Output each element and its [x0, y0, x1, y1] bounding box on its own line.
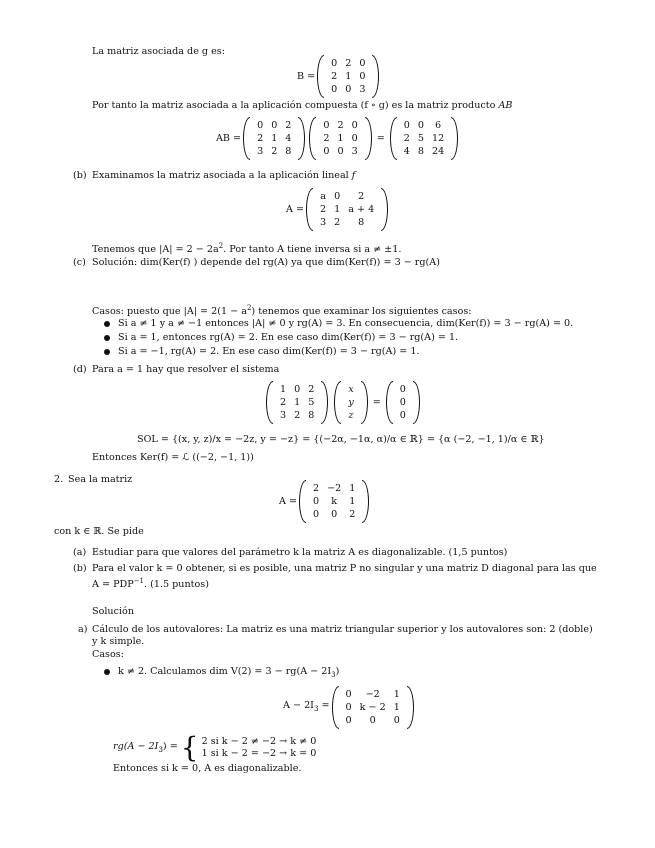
matrix-a2-equation	[279, 480, 371, 523]
matrix-b-label: B =	[297, 70, 316, 82]
part-d-label: (d)	[73, 364, 87, 375]
ab-label: AB =	[216, 132, 242, 144]
solucion-heading: Solución	[92, 606, 134, 617]
matrix-a1-label: A =	[286, 203, 305, 215]
matrix-a2: 2 −2 1 0 k 1 0 0 2	[299, 480, 369, 523]
bullet-k-case: k ≠ 2. Calculamos dim $V(2) = 3 - rg(A - 2I_3)$	[104, 666, 339, 681]
coefficient-matrix: 1 0 2 2 1 5 3 2 8	[266, 381, 328, 424]
matrix-a1-equation	[286, 188, 390, 231]
part-b-label: (b)	[73, 170, 87, 181]
matrix-b-equation	[297, 55, 381, 98]
variables-vector: x y z	[334, 381, 367, 424]
problem-2-text: Sea la matriz	[68, 474, 133, 485]
solution-set: SOL = {(x, y, z)/x = −2z, y = −z} = {(−2α, −1α, α)/α ∈ ℝ} = {α (−2, −1, 1)/α ∈ ℝ}	[137, 434, 545, 445]
determinant-text: Tenemos que $|A| = 2 - 2a^2$. Por tanto A tiene inversa si a ≠ ±1.	[92, 242, 402, 256]
item-b-text-2: $A = PDP^{-1}$. (1.5 puntos)	[92, 577, 209, 591]
rank-case-lines: 2 si k − 2 ≠ −2 → k ≠ 0 1 si k − 2 = −2 → k = 0	[201, 736, 317, 759]
bullet-case-3: Si a = −1, rg(A) = 2. En ese caso dim(Ker(f)) = 3 − rg(A) = 1.	[104, 346, 420, 358]
matrix-a-left: 0 0 2 2 1 4 3 2 8	[243, 117, 305, 160]
rank-cases	[113, 731, 317, 764]
casos-text: Casos: puesto que $|A| = 2(1 - a^2)$ tenemos que examinar los siguientes casos:	[92, 304, 472, 318]
matrix-a2-label: A =	[279, 495, 298, 507]
bullet-dot-icon	[104, 335, 110, 341]
rank-label: $rg(A - 2I_3)$ =	[113, 740, 178, 754]
con-k-text: con k ∈ ℝ. Se pide	[54, 526, 144, 537]
matrix-b	[317, 55, 379, 98]
final-conclusion: Entonces si k = 0, A es diagonalizable.	[113, 763, 302, 774]
bullet-dot-icon	[104, 321, 110, 327]
sol-a-text-2: y k simple.	[92, 636, 145, 647]
matrix-ab-result: 0 0 6 2 5 12 4 8 24	[390, 117, 458, 160]
rhs-vector: 0 0 0	[386, 381, 420, 424]
equals-sign: =	[372, 396, 381, 408]
item-a-label: (a)	[73, 547, 87, 558]
bullet-dot-icon	[104, 669, 110, 675]
ab-symbol: AB	[498, 100, 513, 111]
left-brace: {	[180, 731, 199, 764]
part-c-text: Solución: dim(Ker(f) ) depende del rg(A) ya que dim(Ker(f)) = 3 − rg(A)	[92, 257, 440, 268]
matrix-a-minus-2i-label: $A - 2I_3$ =	[283, 700, 330, 713]
matrix-a-minus-2i-equation	[283, 686, 416, 729]
compuesta-text: Por tanto la matriz asociada a la aplicación compuesta (f ∘ g) es la matriz producto AB	[92, 100, 513, 111]
casos-2-label: Casos:	[92, 649, 124, 660]
part-d-text: Para a = 1 hay que resolver el sistema	[92, 364, 280, 375]
item-b-text: Para el valor k = 0 obtener, si es posible, una matriz P no singular y una matriz D diagonal para las que	[92, 563, 597, 574]
ab-product-equation	[216, 117, 460, 160]
problem-2-label: 2.	[54, 474, 64, 485]
sol-a-text: Cálculo de los autovalores: La matriz es una matriz triangular superior y los autovalores son: 2 (doble)	[92, 624, 593, 635]
equals-sign: =	[376, 132, 385, 144]
item-b-label: (b)	[73, 563, 87, 574]
linear-system	[264, 381, 422, 424]
kernel-text: Entonces Ker(f) = ℒ ((−2, −1, 1))	[92, 452, 254, 463]
part-b-text: Examinamos la matriz asociada a la aplicación lineal f	[92, 170, 356, 181]
item-a-text: Estudiar para que valores del parámetro k la matriz A es diagonalizable. (1,5 puntos)	[92, 547, 508, 558]
matrix-a-minus-2i: 0 −2 1 0 k − 2 1 0 0 0	[332, 686, 414, 729]
sol-a-label: a)	[78, 624, 88, 635]
matrix-a1: a 0 2 2 1 a + 4 3 2 8	[306, 188, 388, 231]
matrix-b-cells: 0 2 0 2 1 0 0 0 3	[331, 57, 366, 95]
matrix-b-right: 0 2 0 2 1 0 0 0 3	[309, 117, 371, 160]
intro-g-text: La matriz asociada de g es:	[92, 46, 225, 57]
bullet-case-2: Si a = 1, entonces rg(A) = 2. En ese caso dim(Ker(f)) = 3 − rg(A) = 1.	[104, 332, 458, 344]
part-c-label: (c)	[73, 257, 86, 268]
bullet-case-1: Si a ≠ 1 y a ≠ −1 entonces |A| ≠ 0 y rg(A) = 3. En consecuencia, dim(Ker(f)) = 3 − rg(A) = 0.	[104, 318, 573, 330]
bullet-dot-icon	[104, 349, 110, 355]
